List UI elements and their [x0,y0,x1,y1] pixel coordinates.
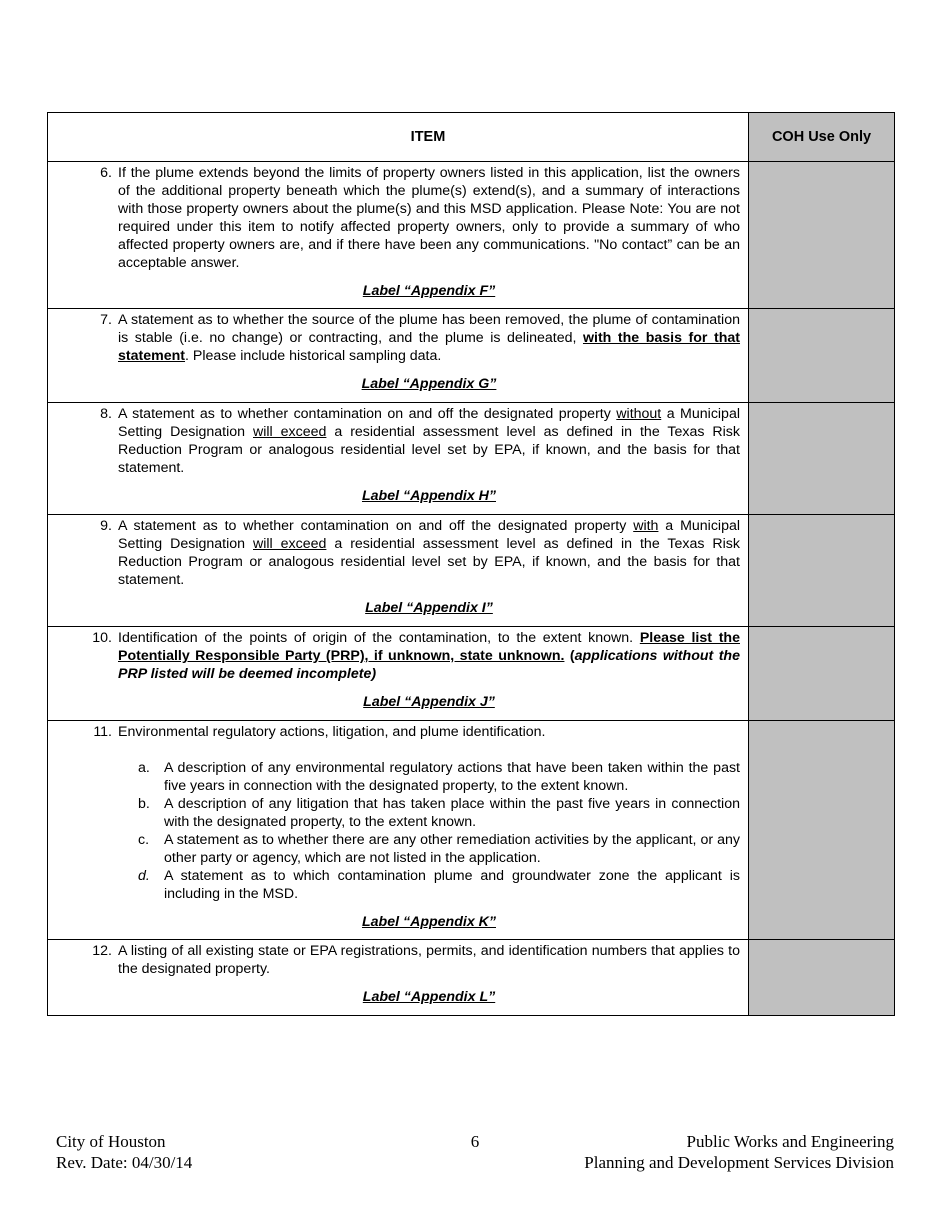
footer-division: Planning and Development Services Division [584,1153,894,1172]
sub-item-d: d. A statement as to which contamination plume and groundwater zone the applicant is including in the MSD. [138,868,740,902]
item-text: A listing of all existing state or EPA registrations, permits, and identification numbers that applies to the designated property. [118,943,740,977]
table-row-item-11 [48,721,895,940]
appendix-label: Label “Appendix K” [361,914,496,930]
table-row-item-8 [48,403,895,515]
appendix-label: Label “Appendix I” [365,600,493,616]
item-number: 7. [100,312,112,328]
appendix-label: Label “Appendix H” [361,488,496,504]
coh-use-only-cell [749,403,895,515]
coh-use-only-cell [749,721,895,940]
coh-use-only-cell [749,162,895,309]
item-number: 8. [100,406,112,422]
coh-use-only-column-header: COH Use Only [749,113,895,162]
item-text: If the plume extends beyond the limits of property owners listed in this application, list the owners of the additional property beneath which the plume(s) extend(s), and a summary of interactions with those property owners about the plume(s) and this MSD application. Please Note: You are not required under this item to notify affected property owners, only to provide a summary of who affected property owners are, and if there have been any communications. "No contact” can be an acceptable answer. [118,165,740,271]
item-number: 9. [100,518,112,534]
table-row-item-12 [48,940,895,1016]
item-text: A statement as to whether contamination on and off the designated property without a Municipal Setting Designation will exceed a residential assessment level as defined in the Texas Risk Reduction Program or analogous residential level set by EPA, if known, and the basis for that statement. [118,406,740,476]
item-number: 6. [100,165,112,181]
sub-item-c: c. A statement as to whether there are any other remediation activities by the applicant, or any other party or agency, which are not listed in the application. [138,832,740,866]
emphasized-text: Please list the Potentially Responsible Party (PRP), if unknown, state unknown. [118,630,740,664]
table-row-item-6 [48,162,895,309]
table-row-item-10 [48,627,895,721]
page-number: 6 [470,1132,480,1151]
table-header-row [48,113,895,162]
sub-item-a: a. A description of any environmental regulatory actions that have been taken within the past five years in connection with the designated property, to the extent known. [138,760,740,794]
appendix-label: Label “Appendix J” [363,694,495,710]
appendix-label: Label “Appendix L” [362,989,496,1005]
appendix-label: Label “Appendix G” [361,376,497,392]
item-column-header: ITEM [48,113,749,162]
item-number: 11. [93,724,112,740]
table-row-item-7 [48,309,895,403]
item-text: A statement as to whether contamination on and off the designated property with a Municipal Setting Designation will exceed a residential assessment level as defined in the Texas Risk Reduction Program or analogous residential level set by EPA, if known, and the basis for that statement. [118,518,740,588]
coh-use-only-cell [749,940,895,1016]
footer-right [584,1131,894,1173]
coh-use-only-cell [749,515,895,627]
coh-use-only-cell [749,309,895,403]
footer-organization: City of Houston [56,1132,166,1151]
item-number: 12. [92,943,112,959]
item-text: A statement as to whether the source of the plume has been removed, the plume of contamination is stable (i.e. no change) or contracting, and the plume is delineated, with the basis for that statement. Please include historical sampling data. [118,312,741,364]
item-text: Environmental regulatory actions, litigation, and plume identification. [118,724,546,740]
footer-department: Public Works and Engineering [686,1132,894,1151]
item-text: Identification of the points of origin of the contamination, to the extent known. Please list the Potentially Responsible Party (PRP), if unknown, state unknown. (applications without the PRP listed will be deemed incomplete) [118,630,740,682]
item-number: 10. [92,630,112,646]
table-row-item-9 [48,515,895,627]
appendix-label: Label “Appendix F” [362,283,496,299]
footer-revision-date: Rev. Date: 04/30/14 [56,1153,193,1172]
requirements-table [47,112,895,1016]
emphasized-text: with the basis for that statement [118,330,741,364]
coh-use-only-cell [749,627,895,721]
sub-item-b: b. A description of any litigation that has taken place within the past five years in connection with the designated property, to the extent known. [138,796,740,830]
